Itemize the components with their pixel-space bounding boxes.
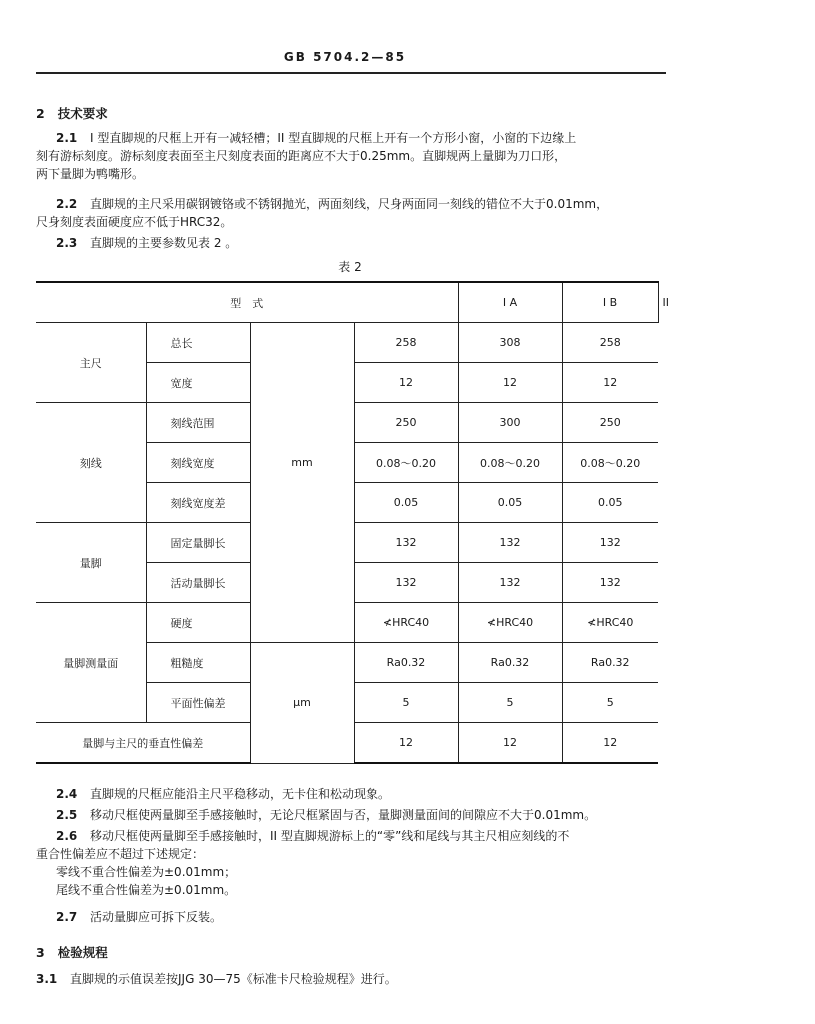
table-cell: Ra0.32	[354, 643, 458, 683]
table-cell: ≮HRC40	[458, 603, 562, 643]
paragraph-2-1	[36, 129, 576, 183]
table-cell: 12	[562, 723, 658, 764]
row-label: 平面性偏差	[146, 683, 250, 723]
paragraph-line: 刻有游标刻度。游标刻度表面至主尺刻度表面的距离应不大于0.25mm。直脚规两上量脚为刀口形，	[36, 149, 567, 163]
row-label: 粗糙度	[146, 643, 250, 683]
table-cell: 132	[562, 563, 658, 603]
section-title: 技术要求	[57, 106, 108, 121]
clause-number: 2.7	[56, 910, 78, 924]
table-cell: 0.05	[562, 483, 658, 523]
table-cell: 0.05	[354, 483, 458, 523]
paragraph-2-3	[56, 234, 237, 252]
table-cell: 308	[458, 323, 562, 363]
section-title: 检验规程	[57, 945, 108, 960]
table-cell: 5	[458, 683, 562, 723]
paragraph-text: 移动尺框使两量脚至手感接触时，无论尺框紧固与否，量脚测量面间的间隙应不大于0.01mm。	[90, 808, 597, 822]
clause-number: 2.5	[56, 808, 78, 822]
row-label: 硬度	[146, 603, 250, 643]
col-header-1a: I A	[458, 282, 562, 323]
table-cell: 0.08～0.20	[458, 443, 562, 483]
paragraph-2-7	[56, 908, 222, 926]
row-label: 刻线宽度	[146, 443, 250, 483]
clause-number: 2.4	[56, 787, 78, 801]
table-cell: 132	[458, 563, 562, 603]
header-rule	[36, 72, 666, 74]
paragraph-line: I 型直脚规的尺框上开有一减轻槽；II 型直脚规的尺框上开有一个方形小窗，小窗的下边缘上	[90, 131, 577, 145]
table-cell: 258	[354, 323, 458, 363]
paragraph-line: 两下量脚为鸭嘴形。	[36, 167, 145, 181]
clause-number: 3.1	[36, 972, 58, 986]
table-cell: 132	[354, 563, 458, 603]
table-cell: 300	[458, 403, 562, 443]
table-cell: 12	[354, 723, 458, 764]
table-cell: 250	[354, 403, 458, 443]
table-cell: 132	[458, 523, 562, 563]
table-cell: 5	[354, 683, 458, 723]
table-row	[36, 603, 658, 643]
paragraph-line: 移动尺框使两量脚至手感接触时，II 型直脚规游标上的“零”线和尾线与其主尺相应刻线的不	[90, 829, 570, 843]
group-label: 量脚测量面	[36, 603, 146, 723]
paragraph-2-2	[36, 195, 608, 231]
table-row	[36, 323, 658, 363]
table-cell: ≮HRC40	[562, 603, 658, 643]
table-cell: 0.08～0.20	[562, 443, 658, 483]
table-cell: 5	[562, 683, 658, 723]
section-2-heading	[36, 104, 108, 122]
clause-number: 2.1	[56, 131, 78, 145]
standard-number: GB 5704.2—85	[283, 50, 407, 64]
table-cell: 12	[458, 723, 562, 764]
table-cell: 0.08～0.20	[354, 443, 458, 483]
section-3-heading	[36, 943, 108, 961]
row-label: 总长	[146, 323, 250, 363]
paragraph-text: 直脚规的尺框应能沿主尺平稳移动，无卡住和松动现象。	[90, 787, 391, 801]
group-label: 量脚	[36, 523, 146, 603]
group-label: 刻线	[36, 403, 146, 523]
paragraph-line: 直脚规的主尺采用碳钢镀铬或不锈钢抛光，两面刻线，尺身两面同一刻线的错位不大于0.01mm，	[90, 197, 609, 211]
table-cell: 132	[354, 523, 458, 563]
paragraph-2-6	[36, 827, 569, 899]
group-label: 主尺	[36, 323, 146, 403]
section-number: 3	[36, 945, 45, 960]
clause-number: 2.2	[56, 197, 78, 211]
paragraph-text: 直脚规的主要参数见表 2 。	[90, 236, 238, 250]
row-label: 刻线宽度差	[146, 483, 250, 523]
row-label: 固定量脚长	[146, 523, 250, 563]
unit-mm: mm	[250, 323, 354, 603]
table-cell: 12	[562, 363, 658, 403]
paragraph-text: 直脚规的示值误差按JJG 30—75《标准卡尺检验规程》进行。	[70, 972, 397, 986]
unit-um: μm	[250, 643, 354, 764]
paragraph-line: 尺身刻度表面硬度应不低于HRC32。	[36, 215, 233, 229]
paragraph-2-4	[56, 785, 390, 803]
table-header-row: 型 式 I A I B II	[36, 282, 658, 323]
table-cell: 12	[458, 363, 562, 403]
col-header-1b: I B	[562, 282, 658, 323]
table-cell: 250	[562, 403, 658, 443]
paragraph-text: 活动量脚应可拆下反装。	[90, 910, 223, 924]
paragraph-3-1	[36, 970, 397, 988]
parameter-table	[36, 281, 669, 764]
section-number: 2	[36, 106, 45, 121]
paragraph-line: 重合性偏差应不超过下述规定：	[36, 847, 205, 861]
table-cell: Ra0.32	[562, 643, 658, 683]
row-label: 刻线范围	[146, 403, 250, 443]
paragraph-line: 零线不重合性偏差为±0.01mm；	[56, 865, 237, 879]
type-header: 型 式	[36, 282, 458, 323]
table-cell: Ra0.32	[458, 643, 562, 683]
clause-number: 2.3	[56, 236, 78, 250]
table-cell: 12	[354, 363, 458, 403]
row-label: 量脚与主尺的垂直性偏差	[36, 723, 250, 764]
table-cell: 0.05	[458, 483, 562, 523]
clause-number: 2.6	[56, 829, 78, 843]
row-label: 宽度	[146, 363, 250, 403]
unit-blank	[250, 603, 354, 643]
row-label: 活动量脚长	[146, 563, 250, 603]
paragraph-2-5	[56, 806, 596, 824]
table-cell: 132	[562, 523, 658, 563]
table-caption: 表 2	[338, 260, 362, 274]
paragraph-line: 尾线不重合性偏差为±0.01mm。	[56, 883, 237, 897]
table-cell: 258	[562, 323, 658, 363]
table-cell: ≮HRC40	[354, 603, 458, 643]
